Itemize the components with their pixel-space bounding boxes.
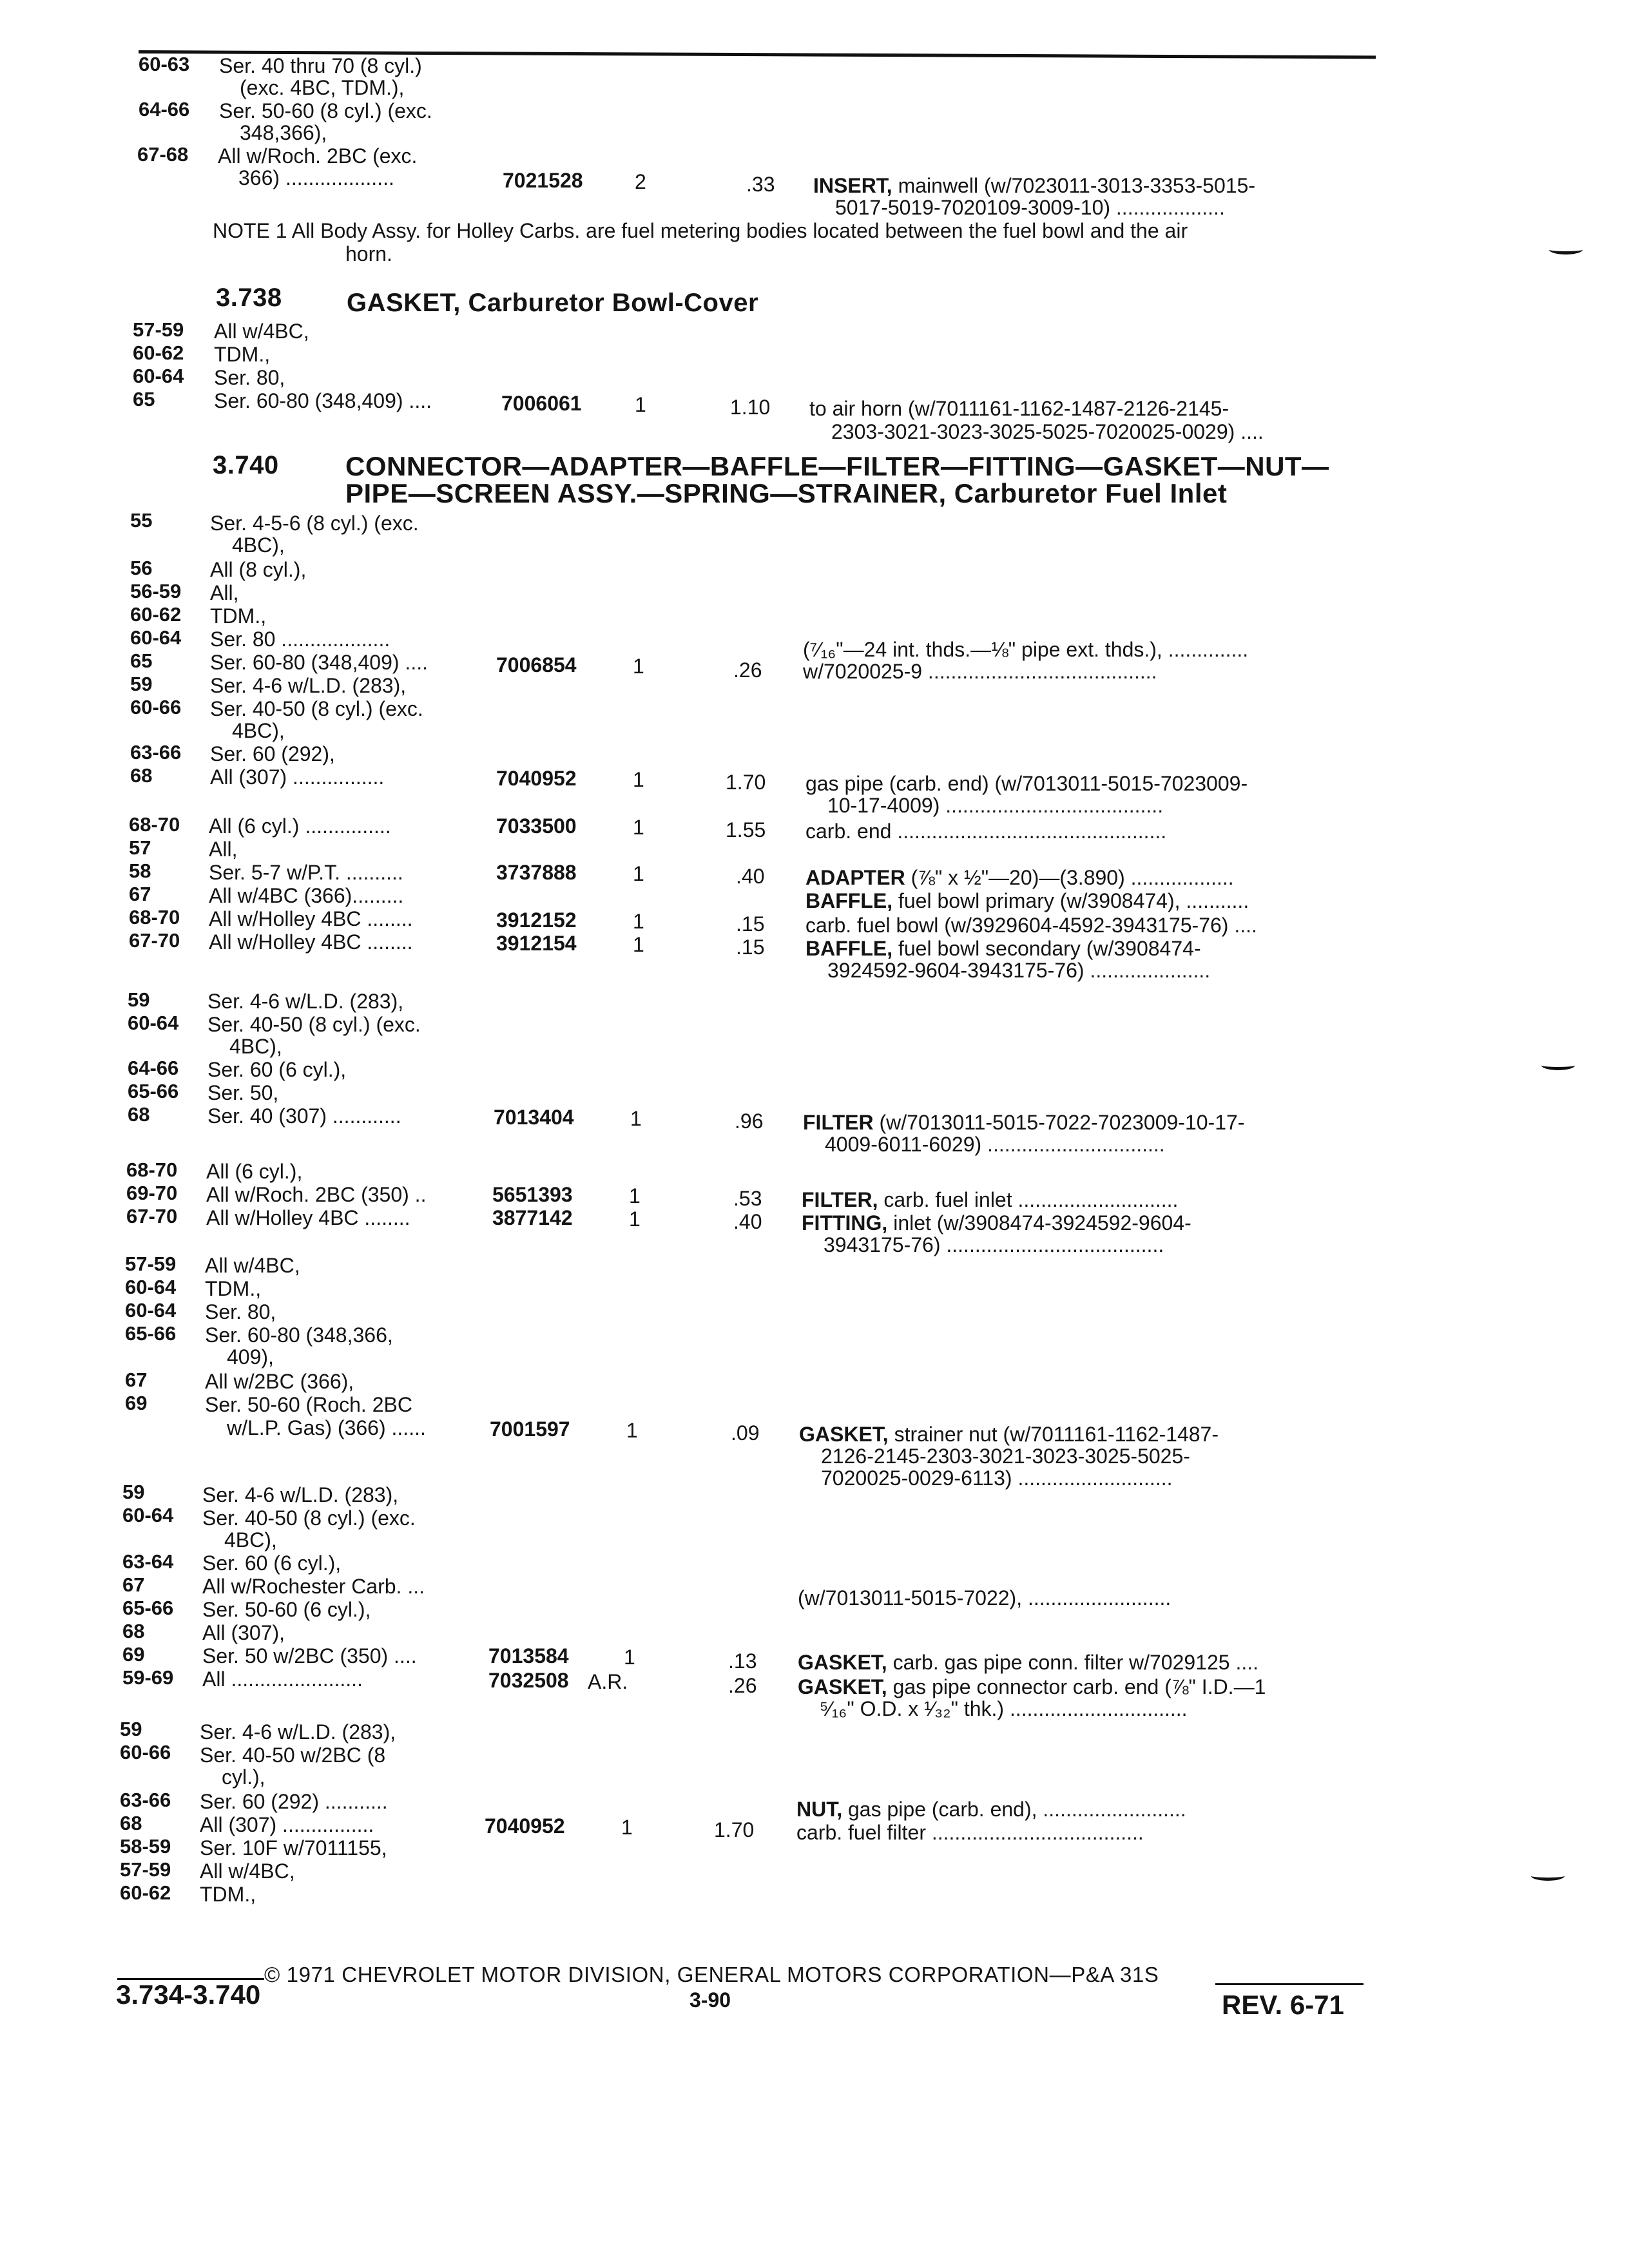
application: All (307) ................ [200,1813,374,1836]
part-description: inlet (w/3908474-3924592-9604- [893,1211,1191,1235]
year-range: 65 [130,649,153,672]
part-description: carb. fuel filter ..................................... [796,1821,1144,1844]
part-description: carb. end ............................................... [805,820,1167,843]
year-range: 60-62 [133,341,184,364]
application: Ser. 40-50 (8 cyl.) (exc. [207,1013,421,1036]
price: .26 [728,1674,757,1697]
year-range: 67 [129,883,151,905]
price: 1.10 [730,396,771,419]
price: .40 [733,1210,762,1233]
quantity: 1 [635,393,646,416]
year-range: 60-64 [133,365,184,387]
part-description: 10-17-4009) ...................................... [827,794,1164,817]
application: Ser. 4-5-6 (8 cyl.) (exc. [210,512,419,535]
price: .13 [728,1649,757,1673]
application: All w/4BC, [200,1860,295,1883]
year-range: 67-70 [129,929,180,952]
application: Ser. 4-6 w/L.D. (283), [202,1483,399,1506]
application: 366) ................... [238,166,394,189]
section-range: 3.734-3.740 [116,1979,261,2010]
quantity: 1 [621,1816,633,1839]
year-range: 65-66 [125,1322,177,1345]
quantity: 1 [629,1207,641,1231]
price: .33 [746,173,775,196]
application: All (307), [202,1621,285,1644]
year-range: 63-66 [120,1789,171,1811]
part-description: gas pipe (carb. end) (w/7013011-5015-7023009- [805,772,1248,795]
application: Ser. 80, [214,366,285,389]
section-title: PIPE—SCREEN ASSY.—SPRING—STRAINER, Carburetor Fuel Inlet [345,478,1228,508]
part-description: 3924592-9604-3943175-76) ..................... [827,959,1211,982]
year-range: 65-66 [122,1597,174,1619]
application: Ser. 60 (292) ........... [200,1790,388,1813]
year-range: 59 [128,988,150,1011]
price: .26 [733,658,762,682]
quantity: 1 [629,1184,641,1207]
year-range: 55 [130,509,153,532]
quantity: 1 [630,1107,642,1130]
quantity: 1 [624,1646,635,1669]
part-name: GASKET, [799,1423,889,1446]
part-number: 7013584 [488,1644,569,1667]
application: Ser. 40 thru 70 (8 cyl.) [219,54,422,77]
part-number: 3737888 [496,861,577,884]
year-range: 60-64 [130,626,182,649]
year-range: 57 [129,836,151,859]
price: .40 [736,865,765,888]
application: Ser. 5-7 w/P.T. .......... [209,861,403,884]
part-description: carb. fuel bowl (w/3929604-4592-3943175-76) .... [805,914,1257,937]
part-number: 3877142 [492,1206,573,1229]
part-number: 3912152 [496,908,577,932]
year-range: 60-62 [130,603,182,626]
year-range: 65-66 [128,1080,179,1102]
part-description: carb. fuel inlet ............................ [883,1188,1179,1211]
part-number: 7013404 [494,1106,574,1129]
application: All (6 cyl.) ............... [209,814,391,838]
application: 409), [227,1345,274,1369]
application: All w/4BC, [214,320,309,343]
year-range: 59 [122,1481,145,1503]
revision-label: REV. 6-71 [1222,1990,1344,2020]
year-range: 67-68 [137,143,189,166]
application: Ser. 50-60 (8 cyl.) (exc. [219,99,432,122]
year-range: 60-64 [125,1276,177,1298]
quantity: 1 [633,768,644,791]
application: TDM., [205,1277,262,1300]
application: 4BC), [232,719,285,742]
margin-tick-mark [1541,1061,1575,1070]
application: Ser. 50-60 (Roch. 2BC [205,1393,412,1416]
year-range: 69 [122,1643,145,1666]
part-number: 5651393 [492,1183,573,1206]
year-range: 57-59 [133,318,184,341]
application: All w/Rochester Carb. ... [202,1575,425,1598]
year-range: 69-70 [126,1182,178,1204]
application: All (6 cyl.), [206,1160,303,1183]
section-number: 3.738 [216,284,282,312]
year-range: 68 [122,1620,145,1642]
part-name: FILTER, [802,1188,878,1211]
section-number: 3.740 [213,451,279,479]
part-number: 7033500 [496,814,577,838]
part-description: gas pipe connector carb. end (⅞" I.D.—1 [892,1675,1266,1698]
year-range: 67-70 [126,1205,178,1227]
part-name: FILTER [803,1111,874,1134]
part-name: BAFFLE, [805,937,893,960]
margin-tick-mark [1531,1871,1565,1881]
application: Ser. 40-50 w/2BC (8 [200,1744,386,1767]
note: NOTE 1 All Body Assy. for Holley Carbs. are fuel metering bodies located between the fuel bowl and the air [213,219,1188,242]
price: .15 [736,936,765,959]
part-description: carb. gas pipe conn. filter w/7029125 .... [892,1651,1259,1674]
year-range: 65 [133,388,155,410]
application: All w/Roch. 2BC (exc. [218,144,418,168]
application: All, [209,838,238,861]
price: 1.70 [714,1818,755,1841]
part-number: 7021528 [503,169,583,192]
quantity: 1 [633,933,644,956]
year-range: 68 [120,1812,142,1834]
part-number: 7006854 [496,653,577,677]
year-range: 68-70 [129,906,180,928]
application: All, [210,581,239,604]
application: Ser. 10F w/7011155, [200,1836,387,1860]
part-description: 5017-5019-7020109-3009-10) ................... [835,196,1225,219]
application: All w/Holley 4BC ........ [206,1206,410,1229]
quantity: 1 [626,1419,638,1442]
application: (exc. 4BC, TDM.), [240,76,405,99]
application: All ....................... [202,1667,363,1691]
year-range: 60-66 [130,696,182,718]
part-number: 3912154 [496,932,577,955]
part-description: 3943175-76) ...................................... [824,1233,1164,1256]
quantity: 2 [635,170,646,193]
quantity: 1 [633,655,644,678]
part-description: fuel bowl primary (w/3908474), ........... [898,889,1249,912]
application: Ser. 60 (6 cyl.), [207,1058,347,1081]
price: 1.55 [726,818,766,841]
year-range: 64-66 [139,98,190,120]
application: Ser. 40-50 (8 cyl.) (exc. [202,1506,416,1530]
application: Ser. 60-80 (348,409) .... [210,651,428,674]
part-name: NUT, [796,1798,843,1821]
quantity: 1 [633,862,644,885]
year-range: 63-66 [130,741,182,764]
part-description: mainwell (w/7023011-3013-3353-5015- [898,174,1255,197]
part-name: FITTING, [802,1211,888,1235]
application: Ser. 40 (307) ............ [207,1104,401,1128]
year-range: 68-70 [126,1158,178,1181]
year-range: 58-59 [120,1835,171,1858]
page-number: 3-90 [689,1988,731,2012]
part-description: (w/7013011-5015-7022), ......................... [798,1586,1171,1610]
year-range: 59-69 [122,1666,174,1689]
year-range: 58 [129,860,151,882]
application: All (307) ................ [210,765,385,789]
part-name: GASKET, [798,1675,887,1698]
part-description: ⁵⁄₁₆" O.D. x ¹⁄₃₂" thk.) ............................... [820,1697,1188,1720]
application: Ser. 60 (6 cyl.), [202,1552,342,1575]
application: Ser. 60 (292), [210,742,335,765]
quantity: A.R. [588,1670,628,1693]
year-range: 69 [125,1392,148,1414]
section-title: GASKET, Carburetor Bowl-Cover [347,289,759,317]
part-description: (⁷⁄₁₆"—24 int. thds.—⅛" pipe ext. thds.), .............. [803,638,1249,661]
application: Ser. 60-80 (348,409) .... [214,389,432,412]
part-number: 7032508 [488,1669,569,1692]
application: All w/Holley 4BC ........ [209,907,413,930]
price: .15 [736,912,765,936]
application: Ser. 4-6 w/L.D. (283), [200,1720,396,1744]
year-range: 57-59 [120,1858,171,1881]
application: All w/Roch. 2BC (350) .. [206,1183,427,1206]
part-name: BAFFLE, [805,889,893,912]
part-description: to air horn (w/7011161-1162-1487-2126-2145- [809,397,1229,420]
part-name: INSERT, [813,174,892,197]
application: All w/4BC (366)......... [209,884,404,907]
year-range: 67 [122,1573,145,1596]
application: All w/Holley 4BC ........ [209,930,413,954]
copyright-line: © 1971 CHEVROLET MOTOR DIVISION, GENERAL MOTORS CORPORATION—P&A 31S [264,1963,1159,1986]
quantity: 1 [633,816,644,839]
margin-tick-mark [1549,245,1583,255]
year-range: 59 [120,1718,142,1740]
application: Ser. 50-60 (6 cyl.), [202,1598,371,1621]
year-range: 67 [125,1369,148,1391]
application: w/L.P. Gas) (366) ...... [227,1416,426,1439]
application: All (8 cyl.), [210,558,307,581]
application: Ser. 40-50 (8 cyl.) (exc. [210,697,423,720]
application: Ser. 4-6 w/L.D. (283), [207,990,404,1013]
price: .96 [735,1110,764,1133]
part-description: (w/7013011-5015-7022-7023009-10-17- [879,1111,1245,1134]
part-description: 7020025-0029-6113) ........................... [821,1466,1173,1490]
year-range: 60-64 [125,1299,177,1321]
year-range: 60-63 [139,53,190,75]
year-range: 63-64 [122,1550,174,1573]
application: cyl.), [222,1765,265,1789]
footer-rule-right [1215,1983,1364,1985]
part-number: 7006061 [501,392,582,415]
application: Ser. 60-80 (348,366, [205,1323,393,1347]
part-description: 2126-2145-2303-3021-3023-3025-5025- [821,1445,1190,1468]
price: .53 [733,1187,762,1210]
part-name: GASKET, [798,1651,887,1674]
part-description: gas pipe (carb. end), ......................... [848,1798,1186,1821]
year-range: 60-62 [120,1881,171,1904]
year-range: 56-59 [130,580,182,602]
section-title: CONNECTOR—ADAPTER—BAFFLE—FILTER—FITTING—GASKET—NUT— [345,451,1329,481]
year-range: 68-70 [129,813,180,836]
year-range: 68 [128,1103,150,1126]
price: 1.70 [726,771,766,794]
part-number: 7040952 [496,767,577,790]
application: Ser. 4-6 w/L.D. (283), [210,674,407,697]
application: TDM., [200,1883,256,1906]
application: All w/4BC, [205,1254,300,1277]
year-range: 60-64 [128,1012,179,1034]
year-range: 68 [130,764,153,787]
part-description: 4009-6011-6029) ............................... [825,1133,1165,1156]
application: Ser. 80, [205,1300,276,1323]
part-description: w/7020025-9 ........................................ [803,660,1157,683]
year-range: 56 [130,557,153,579]
application: 4BC), [224,1528,277,1552]
application: Ser. 50, [207,1081,279,1104]
application: Ser. 50 w/2BC (350) .... [202,1644,417,1667]
part-number: 7040952 [485,1814,565,1838]
application: Ser. 80 ................... [210,628,390,651]
application: TDM., [214,343,271,366]
application: 4BC), [229,1035,282,1058]
application: 348,366), [240,121,327,144]
part-description: 2303-3021-3023-3025-5025-7020025-0029) .... [831,420,1264,443]
year-range: 64-66 [128,1057,179,1079]
price: .09 [731,1421,760,1445]
year-range: 57-59 [125,1253,177,1275]
note: horn. [345,242,392,265]
year-range: 59 [130,673,153,695]
part-number: 7001597 [490,1418,570,1441]
application: TDM., [210,604,267,628]
quantity: 1 [633,910,644,933]
part-description: fuel bowl secondary (w/3908474- [898,937,1201,960]
part-name: ADAPTER [805,866,905,889]
part-description: (⅞" x ½"—20)—(3.890) .................. [911,866,1234,889]
part-description: strainer nut (w/7011161-1162-1487- [894,1423,1219,1446]
year-range: 60-66 [120,1741,171,1763]
application: All w/2BC (366), [205,1370,354,1393]
application: 4BC), [232,533,285,557]
year-range: 60-64 [122,1504,174,1526]
